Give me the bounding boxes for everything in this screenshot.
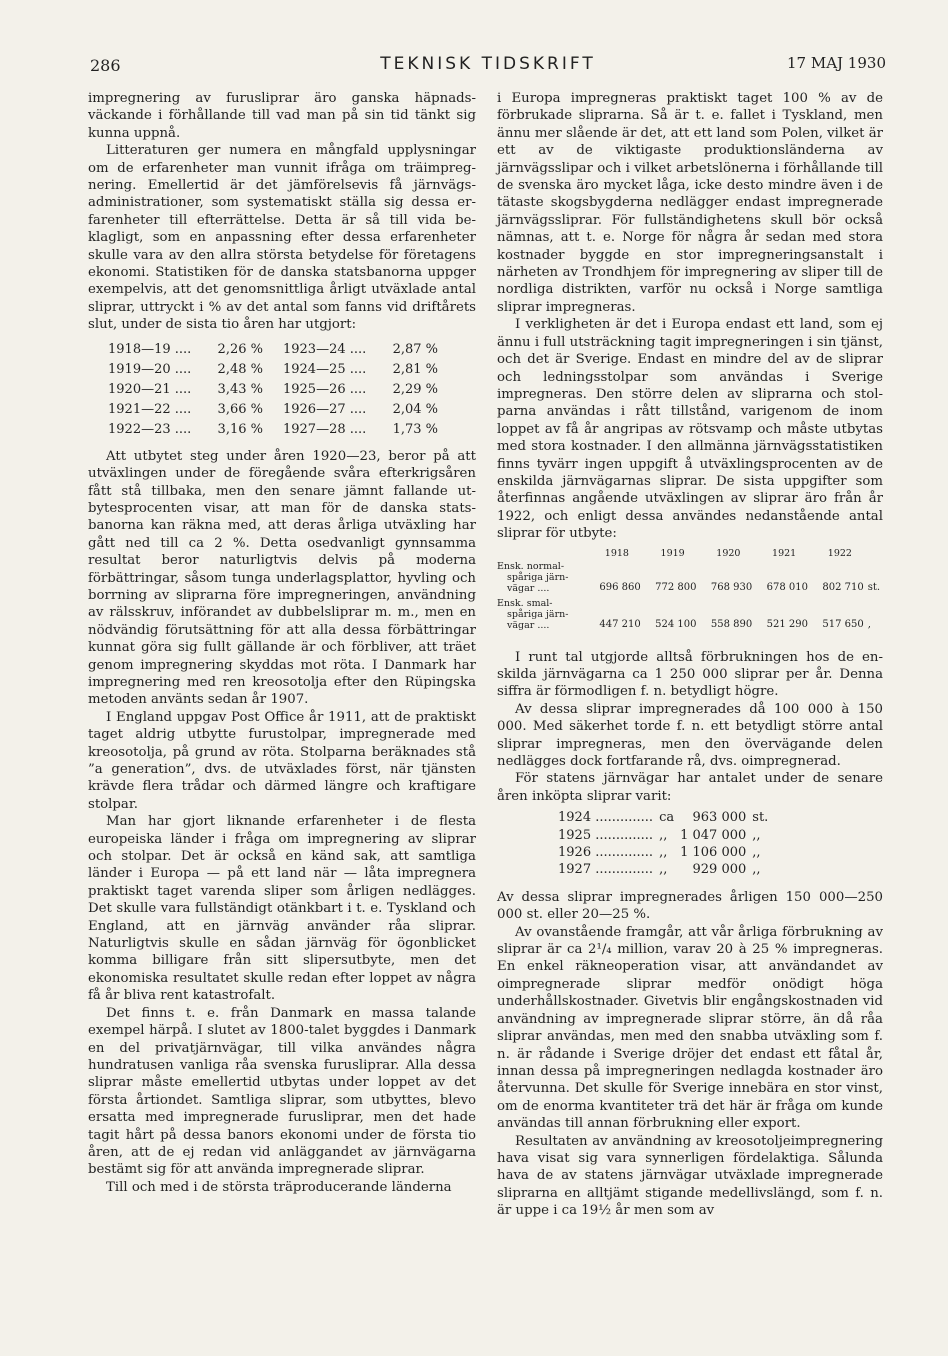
value-cell: 963 000 bbox=[692, 810, 747, 826]
period-cell: 1923—24 .... bbox=[282, 341, 367, 357]
period-cell: 1924—25 .... bbox=[282, 361, 367, 377]
prefix-cell: ,, bbox=[659, 827, 668, 843]
value-cell: 447 210 bbox=[599, 618, 641, 630]
table-row bbox=[106, 360, 456, 380]
year-cell: 1927 .............. bbox=[558, 862, 654, 878]
prefix-cell: ca bbox=[659, 810, 675, 826]
paragraph: Det finns t. e. från Danmark en massa talande exempel härpå. I slutet av 1800-talet byggdes i Danmark en del privatjärnvägar, till vilka användes några hundratusen vanliga råa svenska furusliprar. Alla dessa sliprar måste emellertid utbytas under loppet av det första årtiondet. Samtliga sliprar, som utbyttes, blevo ersatta med impregnerade furusliprar, men det hade tagit hårt på dessa banors ekonomi under de första tio åren, att de ej redan vid anläggandet av järnvägarna bestämt sig för att använda impregnerade sliprar. bbox=[88, 1005, 476, 1178]
page-header bbox=[90, 52, 886, 76]
row-label bbox=[497, 598, 589, 635]
percentage-cell: 2,48 % bbox=[217, 361, 263, 377]
paragraph: I verkligheten är det i Europa endast ett land, som ej ännu i full utsträckning tagit impregneringen i sin tjänst, och det är Sverige. Endast en mindre del av de sliprar och ledningsstolpar som användas i Sverige impregneras. Den större delen av sliprarna och stolparna användas i rått tillstånd, varigenom de inom loppet av få år angripas av rötsvamp och måste utbytas med stora kostnader. I den allmänna järnvägsstatistiken finns tyvärr ingen uppgift å utväxlingsprocenten av de enskilda järnvägarnas sliprar. De sista uppgifter som återfinnas angående utväxlingen av sliprar äro från år 1922, och enligt dessa användes nedanstående antal sliprar för utbyte: bbox=[497, 317, 883, 542]
percentage-cell: 3,43 % bbox=[217, 381, 263, 397]
percentage-cell: 1,73 % bbox=[392, 421, 438, 437]
value-cell: 929 000 bbox=[692, 862, 747, 878]
period-cell: 1919—20 .... bbox=[108, 361, 192, 377]
value-cell: 524 100 bbox=[655, 618, 697, 630]
sleeper-replacement-table bbox=[497, 547, 883, 635]
row-label-line: spåriga järn- bbox=[507, 608, 569, 620]
paragraph: i Europa impregneras praktiskt taget 100 % av de förbrukade sliprarna. Så är t. e. fallet i Tyskland, men ännu mer slående är det, att ett land som Polen, vilket är ett av de viktigaste produktionsländerna av järnvägsslipar och i vilket arbetslönerna i förhållande till de svenska äro mycket låga, icke desto mindre även i de tätaste skogsbygderna nedlägger endast impregnerade järnvägssliprar. För fullständighetens skull bör också nämnas, att t. e. Norge för några år sedan med stora kostnader byggde en stor impregneringsanstalt i närheten av Trondhjem för impregnering av sliper till de nordliga distrikten, varför nu också i Norge samtliga sliprar impregneras. bbox=[497, 91, 883, 315]
unit-cell: ,, bbox=[752, 862, 761, 878]
percentage-cell: 3,66 % bbox=[217, 401, 263, 417]
value-cell: 768 930 bbox=[710, 581, 753, 593]
year-cell: 1925 .............. bbox=[558, 827, 654, 843]
purchased-sleepers-table bbox=[555, 809, 771, 879]
percentage-cell: 3,16 % bbox=[217, 421, 263, 437]
right-column bbox=[497, 90, 883, 1220]
empty-header bbox=[497, 547, 589, 561]
table-row bbox=[555, 844, 771, 861]
row-label-line: Ensk. normal- bbox=[497, 560, 565, 572]
value-cell: 521 290 bbox=[766, 618, 808, 630]
table-row bbox=[106, 340, 456, 360]
table-header-row bbox=[497, 547, 883, 561]
paragraph: Litteraturen ger numera en mångfald upplysningar om de erfarenheter man vunnit ifråga om träimpregnering. Emellertid är det jämförelsevis få järnvägsadministrationer, som systematiskt ställa sig dessa erfarenheter till efterrättelse. Detta är så till vida beklagligt, som en anpassning efter dessa erfarenheter skulle vara av den allra största betydelse för företagens ekonomi. Statistiken för de danska statsbanorna uppger exempelvis, att det genomsnittliga årligt utväxlade antal sliprar, uttryckt i % av det antal som fanns vid driftårets slut, under de sista tio åren har utgjort: bbox=[88, 143, 476, 333]
paragraph: I runt tal utgjorde alltså förbrukningen hos de enskilda järnvägarna ca 1 250 000 sliprar per år. Denna siffra är förmodligen f. n. betydligt högre. bbox=[497, 649, 883, 700]
table-row bbox=[106, 400, 456, 420]
period-cell: 1927—28 .... bbox=[282, 421, 367, 437]
value-cell: 802 710 bbox=[822, 581, 864, 593]
row-label-line: Ensk. smal- bbox=[497, 597, 553, 609]
table-row bbox=[555, 827, 771, 844]
table-row bbox=[497, 598, 883, 635]
table-row bbox=[106, 420, 456, 440]
paragraph: Av ovanstående framgår, att vår årliga förbrukning av sliprar är ca 2¹/₄ million, varav 20 à 25 % impregneras. En enkel räkneoperation visar, att användandet av oimpregnerade sliprar medför onödigt höga underhållskostnader. Givetvis blir engångskostnaden vid användning av impregnerade sliprar större, än då råa sliprar användas, men med den snabba utväxling som f. n. är rådande i Sverige dröjer det endast ett fåtal år, innan dessa på impregneringen nedlagda kostnader äro återvunna. Det skulle för Sverige innebära en stor vinst, om de enorma kvantiteter trä det här är fråga om kunde användas till annan förbrukning eller export. bbox=[497, 924, 883, 1132]
value-cell: 1 106 000 bbox=[680, 845, 747, 861]
value-cell: 696 860 bbox=[599, 581, 641, 593]
period-cell: 1926—27 .... bbox=[282, 401, 367, 417]
paragraph: Man har gjort liknande erfarenheter i de flesta europeiska länder i fråga om impregnering av sliprar och stolpar. Det är också en känd sak, att samtliga länder i Europa — på ett land när — låta impregnera praktiskt taget varenda sliper som årligen nedlägges. Det skulle vara fullständigt otänkbart i t. e. Tyskland och England, att en järnväg använder råa sliprar. Naturligtvis skulle en sådan järnväg för ögonblicket komma billigare från sitt slipersutbyte, men det ekonomiska resultatet skulle redan efter loppet av några få år bliva rent katastrofalt. bbox=[88, 814, 476, 1004]
period-cell: 1918—19 .... bbox=[108, 341, 192, 357]
paragraph: I England uppgav Post Office år 1911, att de praktiskt taget aldrig utbytte furustolpar, impregnerade med kreosotolja, på grund av röta. Stolparna beräknades stå ”a generation”, dvs. de utväxlades först, när tjänsten krävde flera trådar och därmed längre och kraftigare stolpar. bbox=[88, 709, 476, 812]
year-header: 1920 bbox=[716, 547, 741, 559]
year-header: 1918 bbox=[604, 547, 629, 559]
value-cell: 678 010 bbox=[766, 581, 808, 593]
year-cell: 1926 .............. bbox=[558, 845, 654, 861]
period-cell: 1925—26 .... bbox=[282, 381, 367, 397]
year-header: 1919 bbox=[660, 547, 685, 559]
paragraph: Av dessa sliprar impregnerades då 100 000 à 150 000. Med säkerhet torde f. n. ett betydligt större antal sliprar impregneras, men den övervägande delen nedlägges dock fortfarande rå, dvs. oimpregnerad. bbox=[497, 701, 883, 769]
row-label-line: spåriga järn- bbox=[507, 571, 569, 583]
paragraph: Till och med i de största träproducerande länderna bbox=[106, 1179, 452, 1195]
paragraph: impregnering av furusliprar äro ganska häpnadsväckande i förhållande till vad man på sin tid tänkt sig kunna uppnå. bbox=[88, 91, 476, 141]
table-row bbox=[106, 380, 456, 400]
table-row bbox=[497, 561, 883, 598]
table-row bbox=[555, 809, 771, 826]
left-column bbox=[88, 90, 476, 1196]
percentage-cell: 2,26 % bbox=[217, 341, 263, 357]
page-number: 286 bbox=[90, 56, 121, 75]
percentage-cell: 2,81 % bbox=[392, 361, 438, 377]
year-header: 1922 bbox=[827, 547, 852, 559]
empty-header bbox=[868, 547, 883, 561]
unit-cell: ,, bbox=[752, 827, 761, 843]
value-cell: 1 047 000 bbox=[680, 827, 747, 843]
prefix-cell: ,, bbox=[659, 862, 668, 878]
paragraph: Att utbytet steg under åren 1920—23, beror på att utväxlingen under de föregående svåra efterkrigsåren fått stå tillbaka, men den senare jämnt fallande utbytesprocenten visar, att man för de danska statsbanorna kan räkna med, att deras årliga utväxling har gått ned till ca 2 %. Detta osedvanligt gynnsamma resultat beror naturligtvis delvis på moderna förbättringar, såsom tunga underlagsplattor, hyvling och borrning av sliprarna före impregneringen, användning av rälsskruv, införandet av dubbelsliprar m. m., men en nödvändig förutsättning för att alla dessa förbättringar kunnat göra sig fullt gällande är och förbliver, att träet genom impregnering skyddas mot röta. I Danmark har impregnering med ren kreosotolja efter den Rüpingska metoden använts sedan år 1907. bbox=[88, 448, 476, 708]
row-label-line: vägar .... bbox=[507, 582, 550, 594]
journal-title: TEKNISK TIDSKRIFT bbox=[380, 54, 596, 74]
year-cell: 1924 .............. bbox=[558, 810, 654, 826]
issue-date: 17 MAJ 1930 bbox=[786, 54, 886, 72]
row-label-line: vägar .... bbox=[507, 619, 550, 631]
period-cell: 1922—23 .... bbox=[108, 421, 192, 437]
value-cell: 517 650 bbox=[822, 618, 864, 630]
percentage-cell: 2,29 % bbox=[392, 381, 438, 397]
unit-cell: st. bbox=[867, 581, 881, 593]
unit-cell: st. bbox=[752, 810, 769, 826]
unit-cell: ,, bbox=[752, 845, 761, 861]
period-cell: 1921—22 .... bbox=[108, 401, 192, 417]
value-cell: 772 800 bbox=[655, 581, 697, 593]
paragraph: Resultaten av användning av kreosotoljeimpregnering hava visat sig vara synnerligen fördelaktiga. Sålunda hava de av statens järnvägar utväxlade impregnerade sliprarna en alltjämt stigande medellivslängd, som f. n. är uppe i ca 19½ år men som av bbox=[497, 1133, 883, 1219]
period-cell: 1920—21 .... bbox=[108, 381, 192, 397]
unit-cell: , bbox=[867, 618, 871, 630]
paragraph: Av dessa sliprar impregnerades årligen 150 000—250 000 st. eller 20—25 %. bbox=[497, 889, 883, 923]
percentage-cell: 2,87 % bbox=[392, 341, 438, 357]
table-row bbox=[555, 861, 771, 878]
prefix-cell: ,, bbox=[659, 845, 668, 861]
replacement-percentage-table bbox=[106, 340, 456, 440]
percentage-cell: 2,04 % bbox=[392, 401, 438, 417]
paragraph: För statens järnvägar har antalet under de senare åren inköpta sliprar varit: bbox=[497, 771, 883, 804]
year-header: 1921 bbox=[772, 547, 797, 559]
value-cell: 558 890 bbox=[710, 618, 753, 630]
row-label bbox=[497, 561, 589, 598]
